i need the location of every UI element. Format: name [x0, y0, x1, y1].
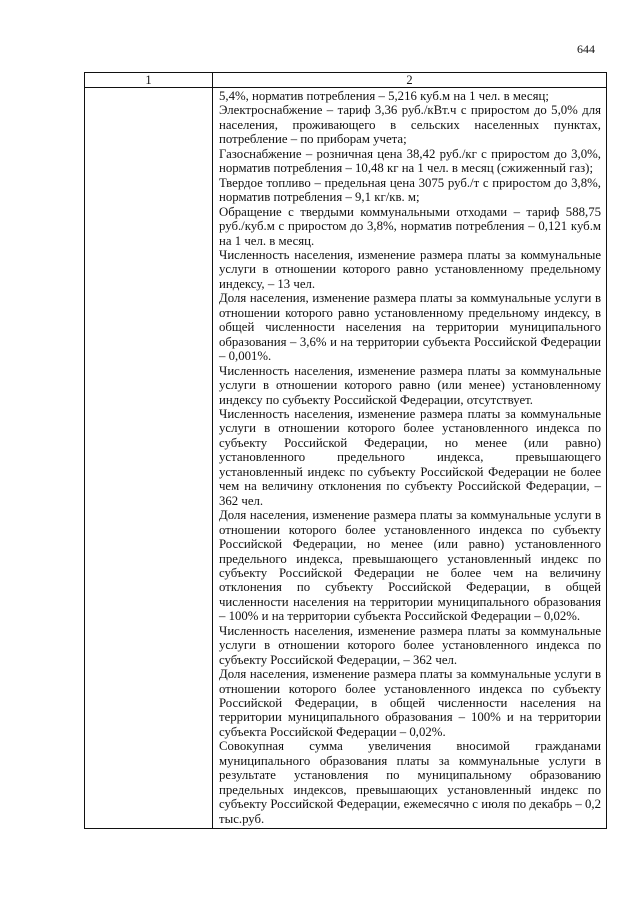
paragraph-share-within-deviation: Доля населения, изменение размера платы за коммунальные услуги в отношении которого более установленного индекса по субъекту Российской Федерации, но менее (или равно) установленного предельного индекса, превышающего установленный индекс по субъекту Российской Федерации не более чем на величину отклонения по субъекту Российской Федерации, в общей численности населения на территории муниципального образования – 100% и на территории субъекта Российской Федерации – 0,02%.: [219, 508, 601, 624]
paragraph-solid-fuel: Твердое топливо – предельная цена 3075 руб./т с приростом до 3,8%, норматив потребления – 9,1 кг/кв. м;: [219, 175, 601, 205]
table-cell-empty: [85, 88, 213, 829]
table-cell-content: [213, 88, 607, 829]
document-table: [84, 72, 607, 829]
paragraph-population-equal-limit: Численность населения, изменение размера платы за коммунальные услуги в отношении которого равно установленному предельному индексу, – 13 чел.: [219, 247, 601, 291]
table-body-row: [85, 88, 607, 829]
paragraph-population-above-index: Численность населения, изменение размера платы за коммунальные услуги в отношении которого более установленного индекса по субъекту Российской Федерации, – 362 чел.: [219, 623, 601, 667]
paragraph-total-increase: Совокупная сумма увеличения вносимой гражданами муниципального образования платы за коммунальные услуги в результате установления по муниципальному образованию предельных индексов, превышающих установленный индекс по субъекту Российской Федерации, ежемесячно с июля по декабрь – 0,2 тыс.руб.: [219, 739, 601, 826]
paragraph-share-equal-limit: Доля населения, изменение размера платы за коммунальные услуги в отношении которого равно установленному предельному индексу, в общей численности населения на территории муниципального образования – 3,6% и на территории субъекта Российской Федерации – 0,001%.: [219, 291, 601, 364]
paragraph-population-within-deviation: Численность населения, изменение размера платы за коммунальные услуги в отношении которого более установленного индекса по субъекту Российской Федерации, но менее (или равно) установленного предельного индекса, превышающего установленный индекс по субъекту Российской Федерации не более чем на величину отклонения по субъекту Российской Федерации, – 362 чел.: [219, 406, 601, 508]
column-header-1: 1: [85, 73, 213, 88]
paragraph-share-above-index: Доля населения, изменение размера платы за коммунальные услуги в отношении которого более установленного индекса по субъекту Российской Федерации, в общей численности населения на территории муниципального образования – 100% и на территории субъекта Российской Федерации – 0,02%.: [219, 667, 601, 739]
column-header-2: 2: [213, 73, 607, 88]
paragraph-gas: Газоснабжение – розничная цена 38,42 руб./кг с приростом до 3,0%, норматив потребления – 10,48 кг на 1 чел. в месяц (сжиженный газ);: [219, 146, 601, 176]
page-number: 644: [577, 42, 595, 56]
paragraph-water-norm: 5,4%, норматив потребления – 5,216 куб.м на 1 чел. в месяц;: [219, 89, 549, 103]
paragraph-electricity: Электроснабжение – тариф 3,36 руб./кВт.ч с приростом до 5,0% для населения, проживающего в сельских населенных пунктах, потребление – по приборам учета;: [219, 103, 601, 147]
paragraph-waste: Обращение с твердыми коммунальными отходами – тариф 588,75 руб./куб.м с приростом до 3,8%, норматив потребления – 0,121 куб.м на 1 чел. в месяц.: [219, 204, 601, 248]
table-header-row: [85, 73, 607, 88]
paragraph-population-below-index: Численность населения, изменение размера платы за коммунальные услуги в отношении которого равно (или менее) установленному индексу по субъекту Российской Федерации, отсутствует.: [219, 363, 601, 407]
